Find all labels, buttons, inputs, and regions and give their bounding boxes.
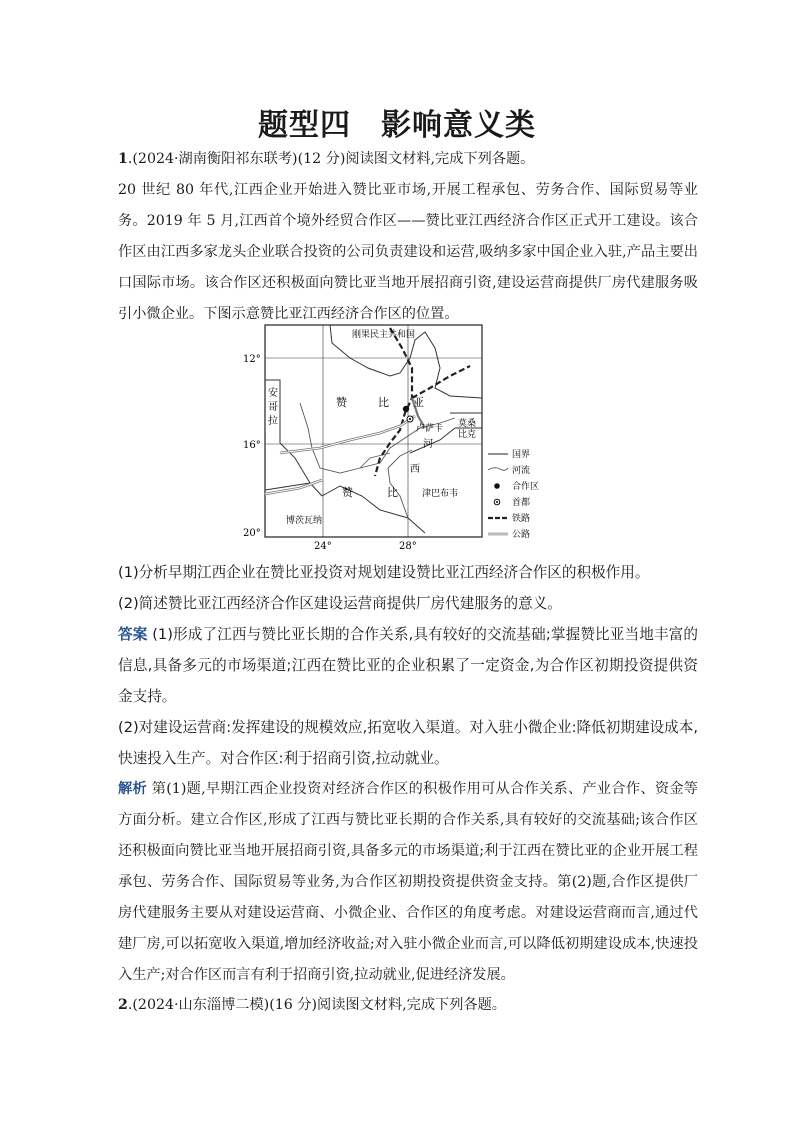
- q1-header: [118, 144, 698, 175]
- q1-number: 1: [118, 151, 128, 167]
- legend-border: 国界: [512, 450, 531, 460]
- map-figure: [240, 318, 550, 550]
- label-angola-3: 拉: [268, 416, 278, 427]
- answer-part1: (1)形成了江西与赞比亚长期的合作关系,具有较好的交流基础;掌握赞比亚当地丰富的信息,具备多元的市场渠道;江西在赞比亚的企业积累了一定资金,为合作区初期投资提供资金支持。: [118, 626, 698, 705]
- legend-zone: 合作区: [512, 482, 540, 492]
- cooperation-zone-marker: [403, 406, 409, 412]
- q1-answer-part2: (2)对建设运营商:发挥建设的规模效应,拓宽收入渠道。对入驻小微企业:降低初期建设成本,快速投入生产。对合作区:利于招商引资,拉动就业。: [118, 719, 698, 767]
- lat-label-16: 16°: [243, 440, 261, 451]
- lon-label-24: 24°: [314, 541, 332, 550]
- label-zambia-lower-2: 比: [387, 486, 398, 499]
- analysis-text: 第(1)题,早期江西企业投资对经济合作区的积极作用可从合作关系、产业合作、资金等方面分析。建立合作区,形成了江西与赞比亚长期的合作关系,具有较好的交流基础;该合作区还积极面向赞比亚当地开展招商引资,具备多元的市场渠道;利于江西在赞比亚的企业开展工程承包、劳务合作、国际贸易等业务,为合作区初期投资提供资金支持。第(2)题,合作区提供厂房代建服务主要从对建设运营商、小微企业、合作区的角度考虑。对建设运营商而言,通过代建厂房,可以拓宽收入渠道,增加经济收益;对入驻小微企业而言,可以降低初期建设成本,快速投入生产;对合作区而言有利于招商引资,拉动就业,促进经济发展。: [118, 781, 698, 983]
- title-type: 题型四: [258, 108, 351, 143]
- legend-railway: 铁路: [512, 514, 531, 524]
- q1-answer: [118, 619, 698, 712]
- q2-header-text: .(2024·山东淄博二模)(16 分)阅读图文材料,完成下列各题。: [127, 997, 506, 1013]
- q1-sub2: (2)简述赞比亚江西经济合作区建设运营商提供厂房代建服务的意义。: [118, 595, 562, 612]
- label-zimbabwe: 津巴布韦: [422, 489, 459, 499]
- title-topic: 影响意义类: [381, 108, 536, 143]
- legend-capital: 首都: [512, 498, 531, 508]
- label-mozambique-2: 比克: [458, 430, 477, 440]
- q1-header-text: .(2024·湖南衡阳祁东联考)(12 分)阅读图文材料,完成下列各题。: [127, 151, 535, 167]
- map-legend: [488, 449, 539, 540]
- label-angola-1: 安: [268, 388, 278, 399]
- q2-number: 2: [118, 997, 128, 1013]
- q1-material: 20 世纪 80 年代,江西企业开始进入赞比亚市场,开展工程承包、劳务合作、国际贸易等业务。2019 年 5 月,江西首个境外经贸合作区——赞比亚江西经济合作区正式开工建设。该合作区由江西多家龙头企业联合投资的公司负责建设和运营,吸纳多家中国企业入驻,产品主要出口国际市场。该合作区还积极面向赞比亚当地开展招商引资,建设运营商提供厂房代建服务吸引小微企业。下图示意赞比亚江西经济合作区的位置。: [118, 182, 698, 322]
- label-river-2: 西: [410, 464, 420, 475]
- lat-label-20: 20°: [243, 528, 261, 539]
- label-zambia-lower-1: 赞: [342, 486, 353, 499]
- label-zambia-1: 赞: [336, 396, 347, 409]
- label-angola-2: 哥: [268, 402, 278, 413]
- label-river-1: 河: [423, 439, 433, 450]
- legend-road: 公路: [512, 530, 531, 540]
- answer-label: 答案: [118, 626, 148, 643]
- label-drc: 刚果民主共和国: [352, 330, 416, 340]
- label-lusaka: 卢萨卡: [416, 424, 444, 434]
- label-botswana: 博茨瓦纳: [286, 516, 323, 526]
- q1-analysis: [118, 774, 698, 991]
- analysis-label: 解析: [118, 781, 147, 797]
- border-south: [322, 486, 425, 533]
- label-zambia-3: 亚: [413, 396, 424, 409]
- q2-header: [118, 990, 698, 1021]
- legend-river: 河流: [512, 466, 531, 476]
- label-zambia-2: 比: [378, 396, 389, 409]
- lon-label-28: 28°: [399, 541, 417, 550]
- q1-sub1: (1)分析早期江西企业在赞比亚投资对规划建设赞比亚江西经济合作区的积极作用。: [118, 564, 650, 581]
- lat-label-12: 12°: [243, 354, 261, 365]
- label-mozambique-1: 莫桑: [458, 419, 477, 429]
- page-title: [0, 100, 794, 144]
